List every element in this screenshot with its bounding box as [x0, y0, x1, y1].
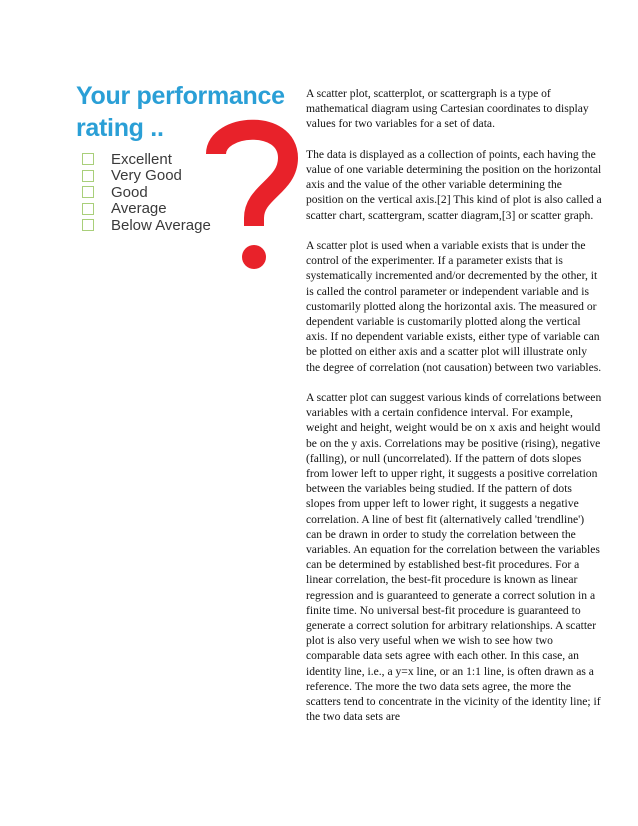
rating-option-label: Excellent	[111, 150, 172, 168]
checkbox-icon	[82, 219, 94, 231]
checkbox-icon	[82, 170, 94, 182]
rating-option-label: Average	[111, 200, 167, 218]
rating-option-label: Below Average	[111, 216, 211, 234]
performance-rating-image	[76, 80, 300, 280]
rating-option-very-good	[82, 168, 211, 185]
paragraph: A scatter plot can suggest various kinds of correlations between variables with a certain confidence interval. For example, weight and height, weight would be on x axis and height would be on the y axis. Correlations may be positive (rising), negative (falling), or null (uncorrelated). If the pattern of dots slopes from lower left to upper right, it suggests a positive correlation between the variables being studied. If the pattern of dots slopes from upper left to lower right, it suggests a negative correlation. A line of best fit (alternatively called 'trendline') can be drawn in order to study the correlation between the variables. An equation for the correlation between the variables can be determined by established best-fit procedures. For a linear correlation, the best-fit procedure is known as linear regression and is guaranteed to generate a correct solution in a finite time. No universal best-fit procedure is guaranteed to generate a correct solution for arbitrary relationships. A scatter plot is also very useful when we wish to see how two comparable data sets agree with each other. In this case, an identity line, i.e., a y=x line, or an 1:1 line, is often drawn as a reference. The more the two data sets agree, the more the scatters tend to concentrate in the vicinity of the identity line; if the two data sets are	[306, 391, 602, 724]
rating-option-label: Very Good	[111, 167, 182, 185]
paragraph: The data is displayed as a collection of points, each having the value of one variable determining the position on the horizontal axis and the value of the other variable determining the position on the vertical axis.[2] This kind of plot is also called a scatter chart, scattergram, scatter diagram,[3] or scatter graph.	[306, 147, 602, 222]
rating-option-excellent	[82, 151, 211, 168]
checkbox-icon	[82, 203, 94, 215]
rating-option-good	[82, 184, 211, 201]
rating-heading	[76, 80, 306, 144]
rating-options-list	[82, 151, 211, 234]
paragraph: A scatter plot, scatterplot, or scattergraph is a type of mathematical diagram using Cartesian coordinates to display values for two variables for a set of data.	[306, 87, 589, 131]
body-text	[306, 86, 602, 740]
paragraph: A scatter plot is used when a variable exists that is under the control of the experimenter. If a parameter exists that is systematically incremented and/or decremented by the other, it is called the control parameter or independent variable and is customarily plotted along the horizontal axis. The measured or dependent variable is customarily plotted along the vertical axis. If no dependent variable exists, either type of variable can be plotted on either axis and a scatter plot will illustrate only the degree of correlation (not causation) between two variables.	[306, 239, 602, 374]
rating-option-average	[82, 201, 211, 218]
checkbox-icon	[82, 186, 94, 198]
rating-heading-line2: rating ..	[76, 114, 164, 142]
rating-option-label: Good	[111, 183, 148, 201]
rating-heading-line1: Your performance	[76, 82, 285, 110]
checkbox-icon	[82, 153, 94, 165]
rating-option-below-average	[82, 217, 211, 234]
